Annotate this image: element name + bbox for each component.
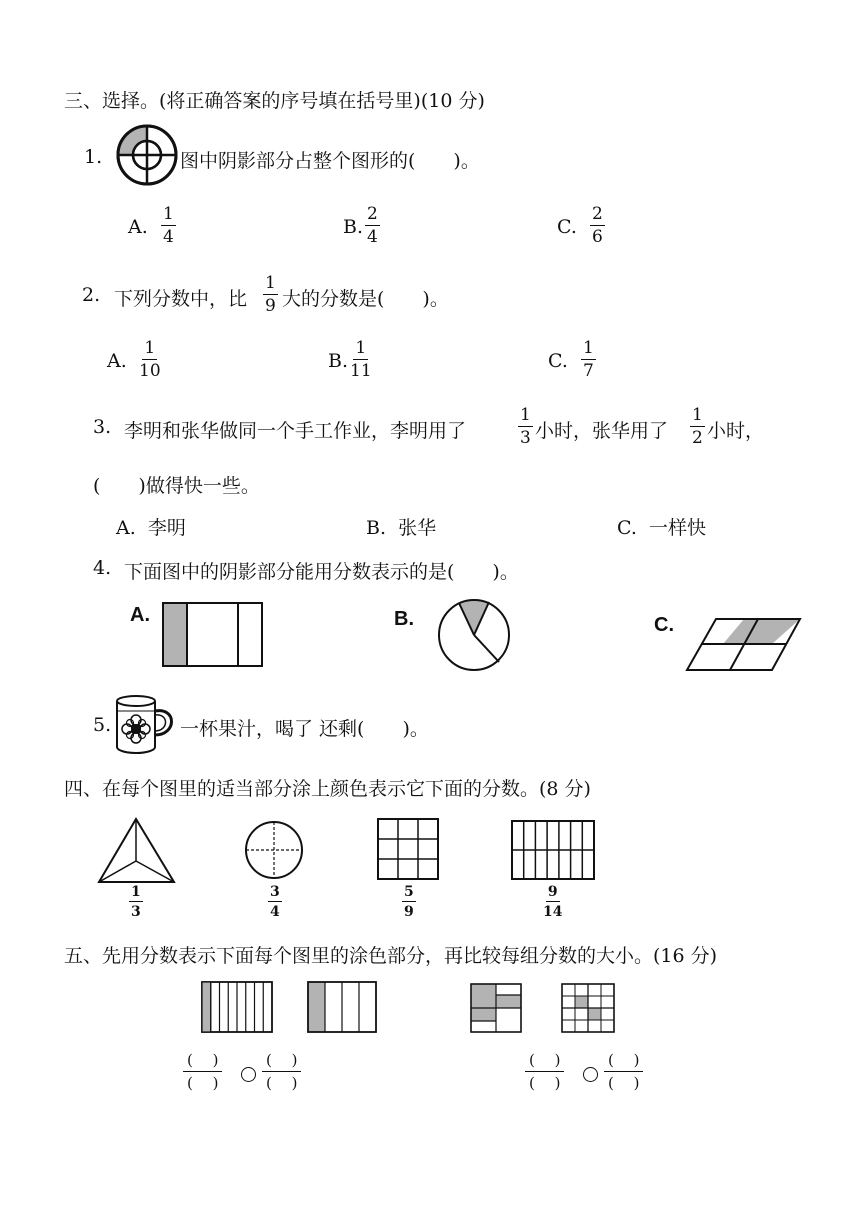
q1-text: 图中阴影部分占整个图形的( )。 (180, 150, 480, 172)
section5-bar-4-parts-figure (306, 980, 378, 1034)
q4-option-b-circle-figure (437, 598, 511, 672)
section3-heading: 三、选择。(将正确答案的序号填在括号里)(10 分) (64, 90, 485, 112)
q5-number: 5. (93, 714, 112, 736)
section5-heading: 五、先用分数表示下面每个图里的涂色部分，再比较每组分数的大小。(16 分) (64, 945, 718, 967)
q3-fraction-1: $\frac{1}{3}$ (520, 405, 531, 448)
section4-grid-7x2-figure (511, 820, 595, 880)
q3-line-2: ( )做得快一些。 (93, 475, 260, 497)
q2-option-c-label: C. (548, 350, 568, 372)
section4-heading: 四、在每个图里的适当部分涂上颜色表示它下面的分数。(8 分) (64, 778, 591, 800)
q2-option-c-fraction: $\frac{1}{7}$ (583, 338, 594, 381)
q4-option-c-parallelogram-figure (686, 618, 804, 672)
q2-option-a-label: A. (107, 350, 127, 372)
q4-option-c-label: C. (654, 614, 674, 636)
q4-number: 4. (93, 557, 112, 579)
section5-answer-fraction-1[interactable]: ( ) ( ) (183, 1053, 222, 1091)
q1-number: 1. (84, 146, 103, 168)
section4-grid-3x3-figure (377, 818, 439, 880)
section4-fraction-1: $\frac{1}{3}$ (131, 884, 141, 920)
section5-grid-2x2-figure (470, 983, 522, 1033)
q4-option-b-label: B. (394, 608, 414, 630)
q1-option-c-label: C. (557, 216, 577, 238)
q1-option-c-fraction: $\frac{2}{6}$ (592, 204, 603, 247)
section5-grid-4x4-figure (561, 983, 615, 1033)
q3-option-c: C. 一样快 (617, 517, 707, 539)
q1-concentric-circle-figure (115, 123, 179, 187)
q2-number: 2. (82, 284, 101, 306)
section4-circle-figure (244, 820, 304, 880)
q3-number: 3. (93, 416, 112, 438)
q3-text-3: 小时， (707, 420, 765, 442)
q3-fraction-2: $\frac{1}{2}$ (692, 405, 703, 448)
q2-text-before: 下列分数中，比 (114, 288, 248, 310)
q1-option-b-label: B. (343, 216, 364, 238)
q2-option-b-fraction: $\frac{1}{11}$ (350, 338, 372, 381)
q1-option-a-fraction: $\frac{1}{4}$ (163, 204, 174, 247)
q4-text: 下面图中的阴影部分能用分数表示的是( )。 (124, 561, 519, 583)
q1-option-a-label: A. (128, 216, 148, 238)
section4-fraction-2: $\frac{3}{4}$ (270, 884, 280, 920)
section5-answer-fraction-3[interactable]: ( ) ( ) (525, 1053, 564, 1091)
q4-option-a-label: A. (130, 604, 150, 626)
q2-option-b-label: B. (328, 350, 349, 372)
section4-triangle-figure (98, 818, 176, 884)
q5-juice-cup-icon (111, 693, 179, 757)
section5-compare-circle-1[interactable] (241, 1067, 256, 1082)
q4-option-a-rectangle-figure (163, 603, 263, 667)
q1-option-b-fraction: $\frac{2}{4}$ (367, 204, 378, 247)
section5-compare-circle-2[interactable] (583, 1067, 598, 1082)
q2-option-a-fraction: $\frac{1}{10}$ (139, 338, 161, 381)
section4-fraction-4: $\frac{9}{14}$ (543, 884, 563, 920)
q2-text-after: 大的分数是( )。 (282, 288, 449, 310)
section5-answer-fraction-2[interactable]: ( ) ( ) (262, 1053, 301, 1091)
section5-bar-8-parts-figure (200, 980, 274, 1034)
q5-text: 一杯果汁，喝了 还剩( )。 (180, 718, 429, 740)
section5-answer-fraction-4[interactable]: ( ) ( ) (604, 1053, 643, 1091)
q3-text-2: 小时，张华用了 (535, 420, 669, 442)
q2-inline-fraction: $\frac{1}{9}$ (265, 273, 276, 316)
q3-option-a: A. 李明 (116, 517, 186, 539)
q3-text-1: 李明和张华做同一个手工作业，李明用了 (124, 420, 467, 442)
section4-fraction-3: $\frac{5}{9}$ (404, 884, 414, 920)
q3-option-b: B. 张华 (366, 517, 437, 539)
